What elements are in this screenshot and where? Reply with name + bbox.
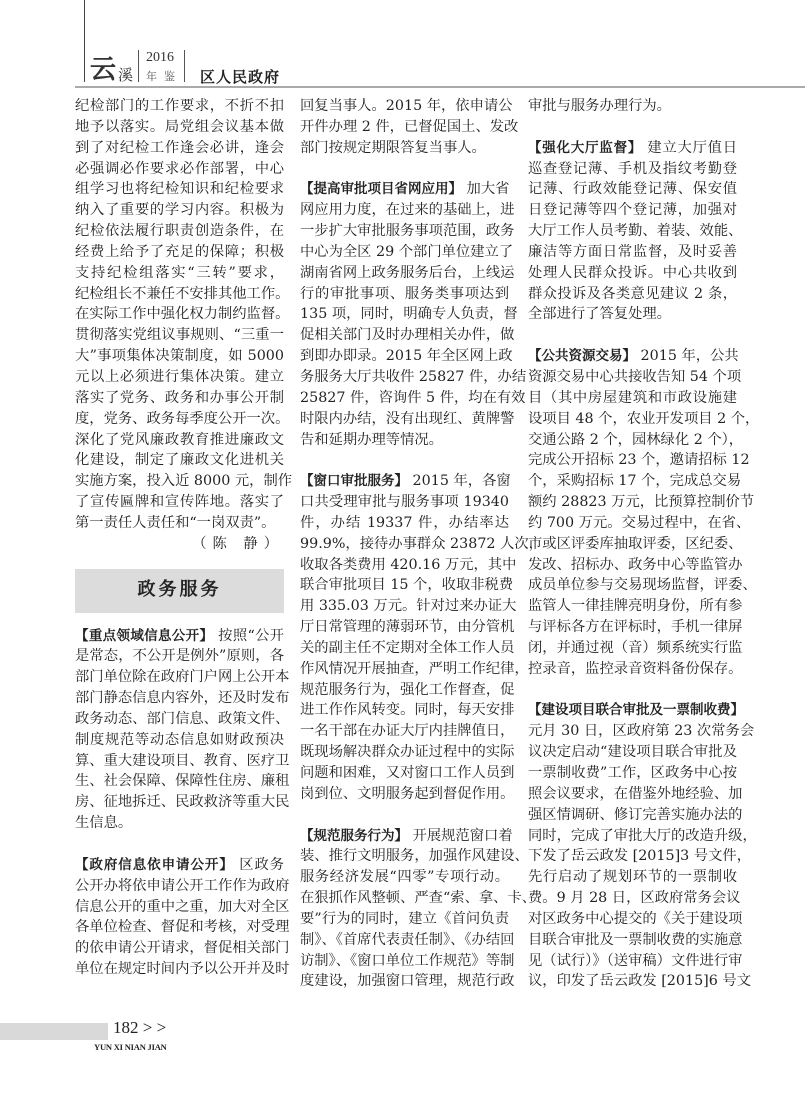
paragraph-line: 开件办理 2 件，已督促国土、发改: [300, 118, 519, 135]
running-section-title: 区人民政府: [200, 68, 281, 86]
paragraph-line: 问题和困难，又对窗口工作人员到: [300, 765, 515, 781]
line-text: 按照“公开: [213, 627, 285, 644]
section-heading: 政务服务: [75, 569, 284, 613]
paragraph-line: 纳入了重要的学习内容。积极为: [75, 202, 284, 219]
paragraph: [300, 96, 519, 159]
paragraph-line: 记薄、行政效能登记薄、保安值: [528, 181, 737, 198]
paragraph-line: 廉洁等方面日常监督，及时妥善: [528, 243, 737, 260]
author-credit: （陈 静）: [192, 535, 284, 552]
paragraph-line: 度建设，加强窗口管理，规范行政: [300, 973, 515, 990]
paragraph-line: 到了对纪检工作逢会必讲，逢会: [75, 139, 284, 156]
paragraph-line: 要”行为的同时，建立《首问负责: [300, 910, 509, 927]
paragraph-line: 制》、《首席代表责任制》、《办结回: [300, 931, 515, 948]
paragraph-line: 控录音，监控录音资料备份保存。: [528, 660, 743, 677]
text-column-3: [528, 96, 760, 992]
paragraph-line: 大厅工作人员考勤、着装、效能、: [528, 223, 743, 240]
entry-paragraph: [528, 700, 757, 992]
paragraph-line: 部门单位除在政府门户网上公开本: [75, 669, 290, 686]
paragraph-line: [528, 138, 737, 159]
line-text: 加大省: [462, 181, 510, 198]
paragraph-line: 制度规范等动态信息如财政预决: [75, 731, 284, 748]
line-text: 2015 年，各窗: [408, 473, 511, 490]
paragraph-line: 地予以落实。局党组会议基本做: [75, 118, 284, 135]
entry-heading: 【规范服务行为】: [300, 827, 408, 844]
paragraph-line: 访制》、《窗口单位工作规范》等制: [300, 952, 515, 969]
paragraph-line: 照会议要求，在借鉴外地经验、加: [528, 785, 743, 802]
paragraph-line: 收取各类费用 420.16 万元，其中: [300, 556, 517, 573]
paragraph-line: 巡查登记薄、手机及指纹考勤登: [528, 160, 737, 177]
paragraph-line: 用 335.03 万元。针对过来办证大: [300, 598, 517, 615]
paragraph-line: 元以上必须进行集体决策。建立: [75, 368, 284, 385]
paragraph-line: 纪检部门的工作要求，不折不扣: [75, 98, 284, 114]
paragraph-line: 处理人民群众投诉。中心共收到: [528, 264, 737, 281]
paragraph-line: 部门按规定期限答复当事人。: [300, 139, 486, 156]
paragraph-line: 装、推行文明服务，加强作风建设、: [300, 848, 529, 865]
paragraph-line: 见（试行）》（送审稿）文件进行审: [528, 952, 743, 969]
paragraph-line: 了宣传匾牌和宣传阵地。落实了: [75, 494, 284, 511]
paragraph-line: 99.9%，接待办事群众 23872 人次，: [300, 535, 543, 552]
paragraph-line: 规范服务行为，强化工作督查，促: [300, 681, 515, 698]
paragraph-line: 目联合审批及一票制收费的实施意: [528, 931, 743, 948]
paragraph-line: 口共受理审批与服务事项 19340: [300, 494, 509, 511]
paragraph-line: 岗到位、文明服务起到督促作用。: [300, 785, 515, 802]
paragraph-line: 纪检组长不兼任不安排其他工作。: [75, 285, 290, 302]
paragraph-line: 件，办结 19337 件，办结率达: [300, 514, 509, 531]
entry-paragraph: [75, 855, 290, 980]
entry-paragraph: [528, 346, 760, 680]
paragraph-line: 135 项，同时，明确专人负责，督: [300, 306, 518, 323]
entry-heading: 【公共资源交易】: [528, 348, 636, 365]
line-text: 开展规范窗口着: [408, 827, 513, 844]
text-column-1: [75, 96, 293, 980]
paragraph-line: 房、征地拆迁、民政救济等重大民: [75, 794, 290, 811]
paragraph-line: 约 700 万元。交易过程中，在省、: [528, 514, 751, 531]
paragraph-line: 深化了党风廉政教育推进廉政文: [75, 431, 284, 448]
entry-paragraph: [300, 179, 527, 450]
paragraph-line: 厅日常管理的薄弱环节，由分管机: [300, 619, 515, 636]
yearbook-label: 年鉴: [146, 70, 182, 83]
paragraph-spacer: [528, 325, 737, 346]
line-text: 区政务: [233, 856, 284, 873]
yearbook-logo-xi: 溪: [118, 66, 134, 84]
paragraph-line: 作风情况开展抽查，严明工作纪律，: [300, 660, 529, 677]
paragraph: [528, 96, 737, 117]
paragraph-line: 目（其中房屋建筑和市政设施建: [528, 389, 737, 406]
paragraph-line: 生信息。: [75, 815, 133, 832]
paragraph-line: 同时，完成了审批大厅的改造升级，: [528, 827, 757, 844]
text-column-2: [300, 96, 543, 992]
paragraph-line: 完成公开招标 23 个，邀请招标 12: [528, 452, 750, 469]
paragraph-line: 到即办即录。2015 年全区网上政: [300, 348, 513, 365]
paragraph-line: 交通公路 2 个，园林绿化 2 个），: [528, 431, 744, 448]
paragraph-line: 必强调必作要求必作部署，中心: [75, 160, 284, 177]
paragraph-line: 各单位检查、督促和考核，对受理: [75, 919, 290, 936]
header-rule: [75, 86, 805, 88]
entry-heading: 【提高审批项目省网应用】: [300, 181, 462, 198]
paragraph-line: 公开办将依申请公开工作作为政府: [75, 877, 290, 894]
paragraph-line: 既现场解决群众办证过程中的实际: [300, 744, 515, 761]
footer-bar: [0, 1023, 108, 1040]
paragraph-line: 一名干部在办证大厅内挂牌值日，: [300, 723, 515, 740]
paragraph-line: 进工作作风转变。同时，每天安排: [300, 702, 515, 719]
paragraph-line: 在狠抓作风整顿、严查“索、拿、卡、: [300, 890, 537, 907]
paragraph-line: 部门静态信息内容外，还及时发布: [75, 690, 290, 707]
paragraph-line: 贯彻落实党组议事规则、“三重一: [75, 327, 284, 344]
paragraph-line: 全部进行了答复处理。: [528, 306, 671, 323]
paragraph-line: 日登记薄等四个登记薄，加强对: [528, 202, 737, 219]
entry-heading: 【建设项目联合审批及一票制收费】: [528, 702, 744, 719]
paragraph-line: 化建设，制定了廉政文化进机关: [75, 452, 284, 469]
paragraph-line: 设项目 48 个，农业开发项目 2 个，: [528, 410, 760, 427]
paragraph-line: 额约 28823 万元，比预算控制价节: [528, 494, 755, 511]
paragraph-line: 度，党务、政务每季度公开一次。: [75, 410, 290, 427]
paragraph-line: 成员单位参与交易现场监督，评委、: [528, 577, 757, 594]
header-vertical-rule: [84, 0, 85, 82]
paragraph-line: 审批与服务办理行为。: [528, 98, 671, 114]
paragraph-line: [300, 826, 513, 847]
paragraph-line: 生、社会保障、保障性住房、廉租: [75, 773, 290, 790]
paragraph-line: 与评标各方在评标时，手机一律屏: [528, 619, 743, 636]
entry-paragraph: [75, 626, 290, 834]
paragraph-line: 是常态，不公开是例外”原则，各: [75, 648, 284, 665]
paragraph-line: 一票制收费”工作，区政务中心按: [528, 765, 737, 781]
paragraph-line: 群众投诉及各类意见建议 2 条，: [528, 285, 737, 302]
page-number: 182 > >: [113, 1018, 167, 1037]
paragraph-line: 先行启动了规划环节的一票制收: [528, 869, 737, 886]
paragraph-line: 算、重大建设项目、教育、医疗卫: [75, 752, 290, 769]
paragraph-line: 在实际工作中强化权力制约监督。: [75, 306, 290, 323]
line-text: 建立大厅值日: [642, 139, 738, 156]
paragraph-line: 湖南省网上政务服务后台，上线运: [300, 264, 515, 281]
paragraph-line: 费。9 月 28 日，区政府常务会议: [528, 890, 741, 907]
header-divider: [184, 50, 185, 82]
yearbook-year: 2016: [146, 50, 174, 65]
paragraph-line: 行的审批事项、服务类事项达到: [300, 285, 509, 302]
paragraph-line: 市或区评委库抽取评委，区纪委、: [528, 535, 743, 552]
paragraph-line: 中心为全区 29 个部门单位建立了: [300, 243, 514, 260]
paragraph-line: 一步扩大审批服务事项范围，政务: [300, 223, 515, 240]
yearbook-logo-yun: 云: [90, 55, 117, 85]
paragraph-line: 信息公开的重中之重，加大对全区: [75, 898, 290, 915]
entry-paragraph: [300, 826, 537, 993]
paragraph-line: 元月 30 日，区政府第 23 次常务会: [528, 723, 755, 740]
paragraph-line: 对区政务中心提交的《关于建设项: [528, 910, 743, 927]
paragraph-line: [300, 471, 509, 492]
paragraph: [75, 96, 293, 534]
paragraph-line: 大”事项集体决策制度，如 5000: [75, 348, 284, 365]
entry-paragraph: [528, 138, 743, 326]
paragraph-line: 回复当事人。2015 年，依申请公: [300, 98, 513, 114]
entry-heading: 【重点领域信息公开】: [75, 627, 214, 644]
paragraph-line: 告和延期办理等情况。: [300, 431, 443, 448]
paragraph-line: [300, 179, 509, 200]
paragraph-line: 服务经济发展“四零”专项行动。: [300, 869, 509, 886]
paragraph-line: [528, 700, 744, 721]
paragraph-line: 发改、招标办、政务中心等监管办: [528, 556, 743, 573]
paragraph-spacer: [300, 159, 509, 180]
paragraph-line: 下发了岳云政发 [2015]3 号文件，: [528, 848, 751, 865]
entry-heading: 【强化大厅监督】: [528, 139, 643, 156]
paragraph-line: 促相关部门及时办理相关办件，做: [300, 327, 515, 344]
entry-heading: 【窗口审批服务】: [300, 473, 408, 490]
paragraph-line: 25827 件，咨询件 5 件，均在有效: [300, 389, 526, 406]
header-divider: [138, 50, 139, 82]
paragraph-line: 落实了党务、政务和办事公开制: [75, 389, 284, 406]
paragraph-line: 务服务大厅共收件 25827 件，办结: [300, 368, 527, 385]
paragraph-line: 纪检依法履行职责创造条件，在: [75, 223, 284, 240]
paragraph-line: 议决定启动“建设项目联合审批及: [528, 744, 737, 761]
paragraph-spacer: [300, 450, 509, 471]
paragraph-line: 关的副主任不定期对全体工作人员: [300, 639, 515, 656]
entry-heading: 【政府信息依申请公开】: [75, 856, 234, 873]
paragraph-line: 实施方案，投入近 8000 元，制作: [75, 473, 293, 490]
paragraph-spacer: [528, 680, 737, 701]
paragraph-line: 第一责任人责任和“一岗双责”。: [75, 514, 276, 531]
paragraph-line: [75, 855, 284, 876]
paragraph-line: 监管人一律挂牌亮明身份，所有参: [528, 598, 743, 615]
paragraph-line: 联合审批项目 15 个，收取非税费: [300, 577, 514, 594]
paragraph-line: 个，采购招标 17 个，完成总交易: [528, 473, 742, 490]
paragraph-line: 资源交易中心共接收告知 54 个项: [528, 368, 742, 385]
paragraph-spacer: [528, 117, 737, 138]
paragraph-line: 强区情调研、修订完善实施办法的: [528, 806, 743, 823]
paragraph-line: 的依申请公开请求，督促相关部门: [75, 940, 290, 957]
paragraph-line: 组学习也将纪检知识和纪检要求: [75, 181, 284, 198]
paragraph-line: 时限内办结，没有出现红、黄牌警: [300, 410, 515, 427]
paragraph-line: [528, 346, 737, 367]
paragraph-line: 单位在规定时间内予以公开并及时: [75, 961, 290, 978]
paragraph-line: 议，印发了岳云政发 [2015]6 号文: [528, 973, 751, 990]
paragraph-line: 闭，并通过视（音）频系统实行监: [528, 639, 743, 656]
paragraph-line: [75, 626, 284, 647]
entry-paragraph: [300, 471, 543, 805]
paragraph-line: 支持纪检组落实“三转”要求，: [75, 264, 284, 281]
paragraph-line: 政务动态、部门信息、政策文件、: [75, 710, 290, 727]
paragraph-line: 网应用力度，在过来的基础上，进: [300, 202, 515, 219]
paragraph-line: 经费上给予了充足的保障；积极: [75, 243, 284, 260]
paragraph-spacer: [75, 834, 284, 855]
footer-caption: YUN XI NIAN JIAN: [94, 1042, 167, 1052]
paragraph-spacer: [300, 805, 509, 826]
line-text: 2015 年，公共: [636, 348, 739, 365]
